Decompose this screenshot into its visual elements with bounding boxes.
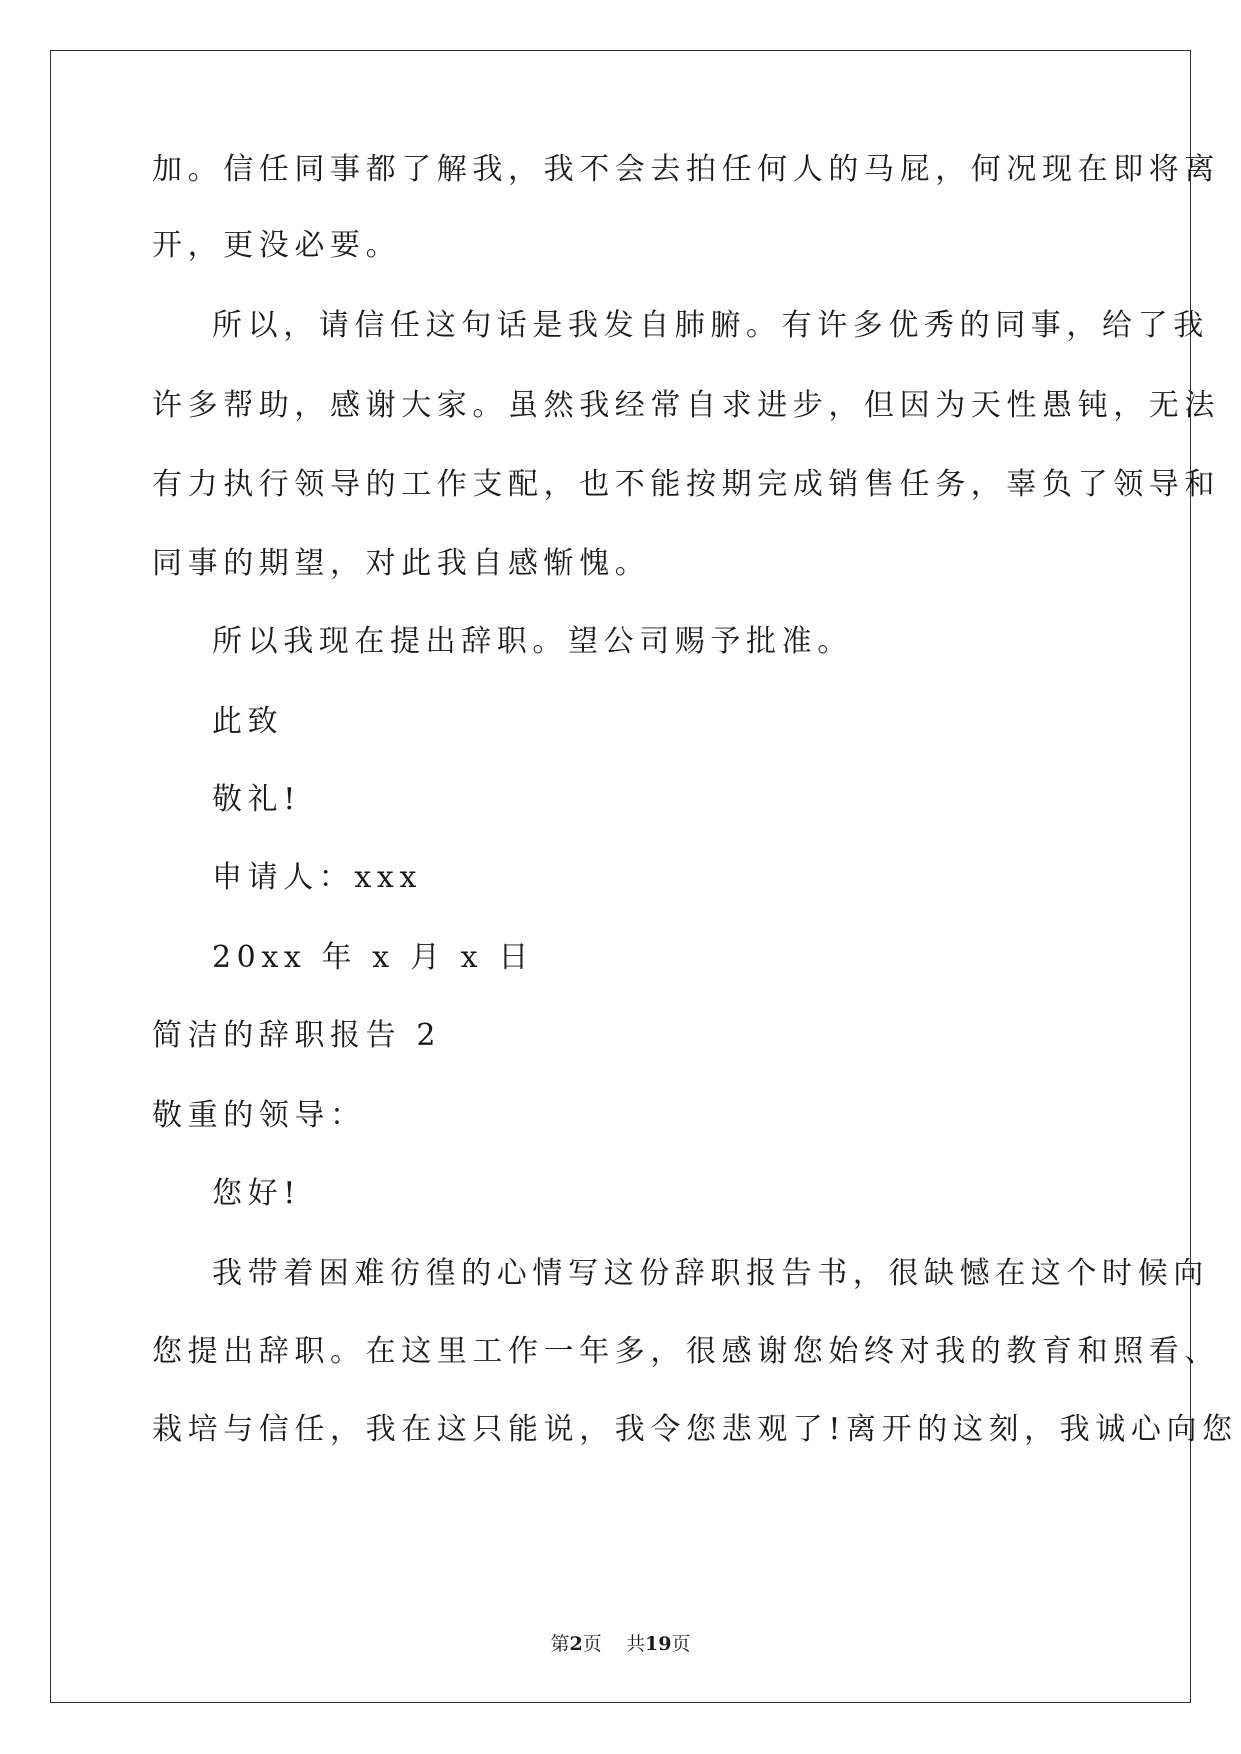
text-line: 开，更没必要。 (152, 228, 402, 263)
page-total: 19 (644, 1633, 672, 1655)
text-line: 有力执行领导的工作支配，也不能按期完成销售任务，辜负了领导和 (152, 467, 1220, 502)
text-line: 同事的期望，对此我自感惭愧。 (152, 546, 651, 581)
total-suffix: 页 (671, 1633, 691, 1655)
text-line: 此致 (212, 704, 284, 739)
text-line: 我带着困难彷徨的心情写这份辞职报告书，很缺憾在这个时候向 (212, 1256, 1209, 1291)
text-line: 所以，请信任这句话是我发自肺腑。有许多优秀的同事，给了我 (212, 308, 1209, 343)
text-line: 您提出辞职。在这里工作一年多，很感谢您始终对我的教育和照看、 (152, 1334, 1220, 1369)
page-current: 2 (569, 1633, 583, 1655)
page-suffix: 页 (582, 1633, 602, 1655)
page-prefix: 第 (550, 1633, 570, 1655)
text-line: 许多帮助，感谢大家。虽然我经常自求进步，但因为天性愚钝，无法 (152, 388, 1220, 423)
greeting: 您好! (212, 1176, 301, 1211)
text-line: 申请人：xxx (212, 860, 422, 895)
page-footer (0, 1632, 1241, 1656)
text-line: 所以我现在提出辞职。望公司赐予批准。 (212, 624, 853, 659)
total-prefix: 共 (625, 1633, 645, 1655)
section-heading: 简洁的辞职报告 2 (152, 1018, 442, 1053)
text-line: 敬礼! (212, 782, 301, 817)
text-line: 20xx 年 x 月 x 日 (212, 940, 534, 975)
salutation: 敬重的领导： (152, 1098, 366, 1133)
text-line: 栽培与信任，我在这只能说，我令您悲观了!离开的这刻，我诚心向您 (152, 1412, 1238, 1447)
text-line: 加。信任同事都了解我，我不会去拍任何人的马屁，何况现在即将离 (152, 152, 1220, 187)
